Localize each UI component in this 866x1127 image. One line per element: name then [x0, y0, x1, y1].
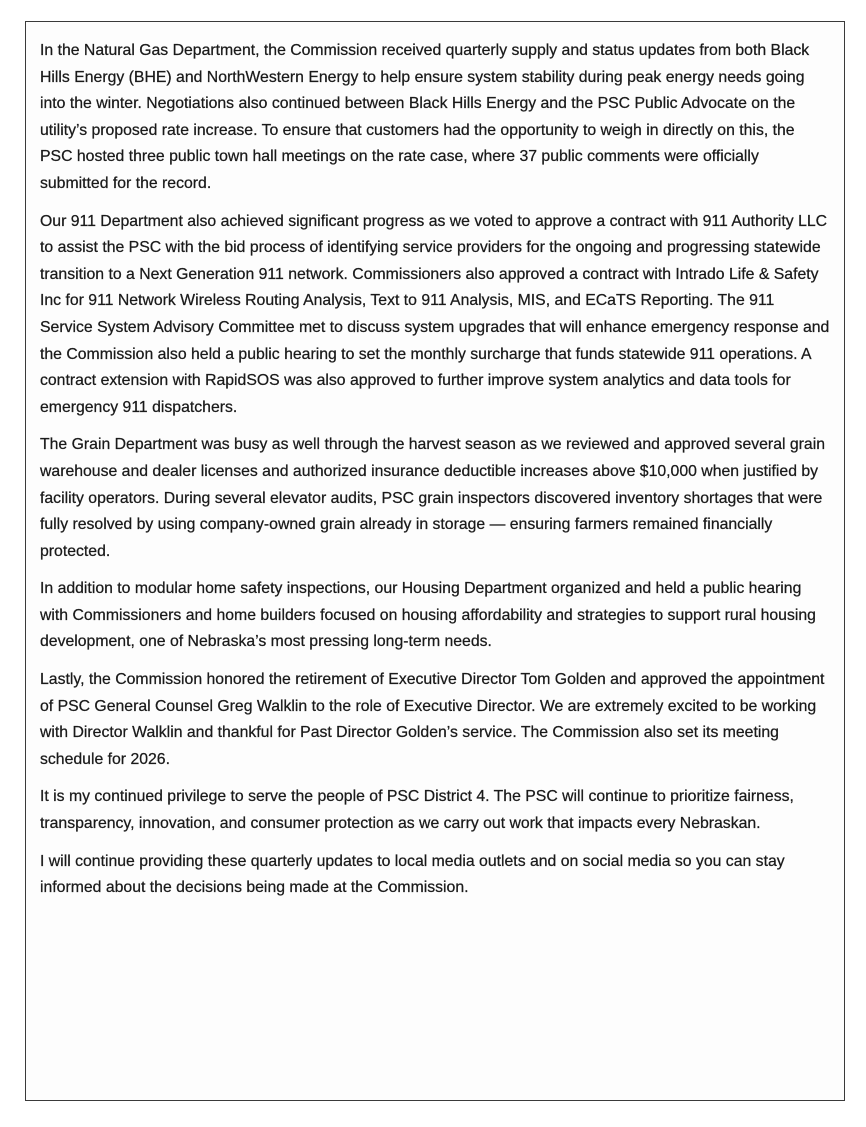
- paragraph-grain-department: The Grain Department was busy as well through the harvest season as we reviewed and approved several grain warehouse and dealer licenses and authorized insurance deductible increases above $10,000 when justified by facility operators. During several elevator audits, PSC grain inspectors discovered inventory shortages that were fully resolved by using company-owned grain already in storage — ensuring farmers remained financially protected.: [40, 436, 826, 560]
- document-body: [40, 38, 830, 913]
- paragraph-911-department: Our 911 Department also achieved significant progress as we voted to approve a contract with 911 Authority LLC to assist the PSC with the bid process of identifying service providers for the ongoing and progressing statewide transition to a Next Generation 911 network. Commissioners also approved a contract with Intrado Life & Safety Inc for 911 Network Wireless Routing Analysis, Text to 911 Analysis, MIS, and ECaTS Reporting. The 911 Service System Advisory Committee met to discuss system upgrades that will enhance emergency response and the Commission also held a public hearing to set the monthly surcharge that funds statewide 911 operations. A contract extension with RapidSOS was also approved to further improve system analytics and data tools for emergency 911 dispatchers.: [40, 212, 830, 416]
- paragraph-quarterly-updates: I will continue providing these quarterly updates to local media outlets and on social media so you can stay informed about the decisions being made at the Commission.: [40, 852, 785, 897]
- paragraph-executive-director: Lastly, the Commission honored the retirement of Executive Director Tom Golden and approved the appointment of PSC General Counsel Greg Walklin to the role of Executive Director. We are extremely excited to be working with Director Walklin and thankful for Past Director Golden’s service. The Commission also set its meeting schedule for 2026.: [40, 671, 825, 768]
- paragraph-natural-gas: In the Natural Gas Department, the Commission received quarterly supply and status updates from both Black Hills Energy (BHE) and NorthWestern Energy to help ensure system stability during peak energy needs going into the winter. Negotiations also continued between Black Hills Energy and the PSC Public Advocate on the utility’s proposed rate increase. To ensure that customers had the opportunity to weigh in directly on this, the PSC hosted three public town hall meetings on the rate case, where 37 public comments were officially submitted for the record.: [40, 42, 810, 192]
- paragraph-housing-department: In addition to modular home safety inspections, our Housing Department organized and held a public hearing with Commissioners and home builders focused on housing affordability and strategies to support rural housing development, one of Nebraska’s most pressing long-term needs.: [40, 580, 816, 651]
- paragraph-district-4: It is my continued privilege to serve the people of PSC District 4. The PSC will continue to prioritize fairness, transparency, innovation, and consumer protection as we carry out work that impacts every Nebraskan.: [40, 788, 794, 833]
